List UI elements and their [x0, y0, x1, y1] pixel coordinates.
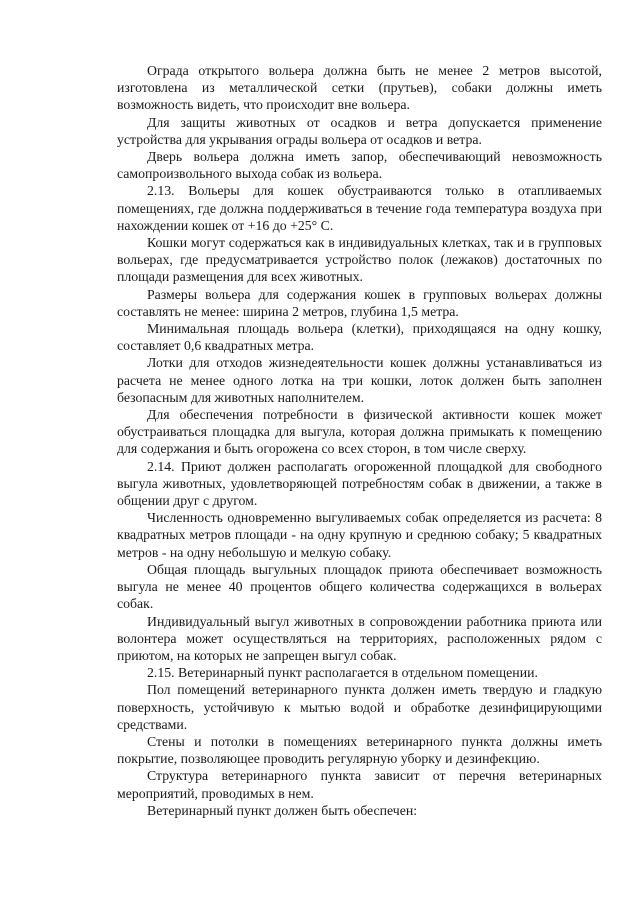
paragraph-min-area-per-cat: Минимальная площадь вольера (клетки), приходящаяся на одну кошку, составляет 0,6 квадратных метра.: [117, 321, 602, 354]
paragraph-dog-walking-count: Численность одновременно выгуливаемых собак определяется из расчета: 8 квадратных метров площади - на одну крупную и среднюю собаку; 5 квадратных метров - на одну небольшую и мелкую собаку.: [117, 510, 602, 560]
paragraph-litter-trays: Лотки для отходов жизнедеятельности кошек должны устанавливаться из расчета не менее одного лотка на три кошки, лоток должен быть заполнен безопасным для животных наполнителем.: [117, 355, 602, 405]
paragraph-vet-structure: Структура ветеринарного пункта зависит от перечня ветеринарных мероприятий, проводимых в нем.: [117, 768, 602, 801]
paragraph-vet-equipment: Ветеринарный пункт должен быть обеспечен:: [147, 802, 418, 818]
paragraph-vet-walls: Стены и потолки в помещениях ветеринарного пункта должны иметь покрытие, позволяющее проводить регулярную уборку и дезинфекцию.: [117, 733, 602, 767]
paragraph-enclosure-fence: Ограда открытого вольера должна быть не менее 2 метров высотой, изготовлена из металлической сетки (прутьев), собаки должны иметь возможность видеть, что происходит вне вольера.: [117, 63, 602, 113]
paragraph-vet-floor: Пол помещений ветеринарного пункта должен иметь твердую и гладкую поверхность, устойчивую к мытью водой и обработке дезинфицирующими средствами.: [117, 682, 602, 732]
paragraph-section-2-14: 2.14. Приют должен располагать огороженной площадкой для свободного выгула животных, удовлетворяющей потребностям собак в движении, а также в общении друг с другом.: [117, 458, 602, 509]
paragraph-cat-enclosure-size: Размеры вольера для содержания кошек в групповых вольерах должны составлять не менее: ширина 2 метров, глубина 1,5 метра.: [117, 286, 602, 319]
paragraph-cat-activity-area: Для обеспечения потребности в физической активности кошек может обустраиваться площадка для выгула, которая должна примыкать к помещению для содержания и быть огорожена со всех сторон, в том числе сверху.: [117, 407, 602, 457]
paragraph-cat-cages: Кошки могут содержаться как в индивидуальных клетках, так и в групповых вольерах, где предусматривается устройство полок (лежаков) достаточных по площади размещения для всех животных.: [117, 235, 602, 285]
document-body: [117, 62, 602, 819]
paragraph-enclosure-door: Дверь вольера должна иметь запор, обеспечивающий невозможность самопроизвольного выхода собак из вольера.: [117, 149, 602, 182]
paragraph-total-walking-area: Общая площадь выгульных площадок приюта обеспечивает возможность выгула не менее 40 процентов общего количества содержащихся в вольерах собак.: [117, 561, 602, 612]
paragraph-weather-protection: Для защиты животных от осадков и ветра допускается применение устройства для укрывания ограды вольера от осадков и ветра.: [117, 114, 602, 147]
paragraph-section-2-15: 2.15. Ветеринарный пункт располагается в отдельном помещении.: [147, 665, 538, 681]
paragraph-section-2-13: 2.13. Вольеры для кошек обустраиваются только в отапливаемых помещениях, где должна поддерживаться в течение года температура воздуха при нахождении кошек от +16 до +25° С.: [117, 183, 602, 233]
paragraph-individual-walking: Индивидуальный выгул животных в сопровождении работника приюта или волонтера может осуществляться на территориях, расположенных рядом с приютом, на которых не запрещен выгул собак.: [117, 613, 602, 663]
